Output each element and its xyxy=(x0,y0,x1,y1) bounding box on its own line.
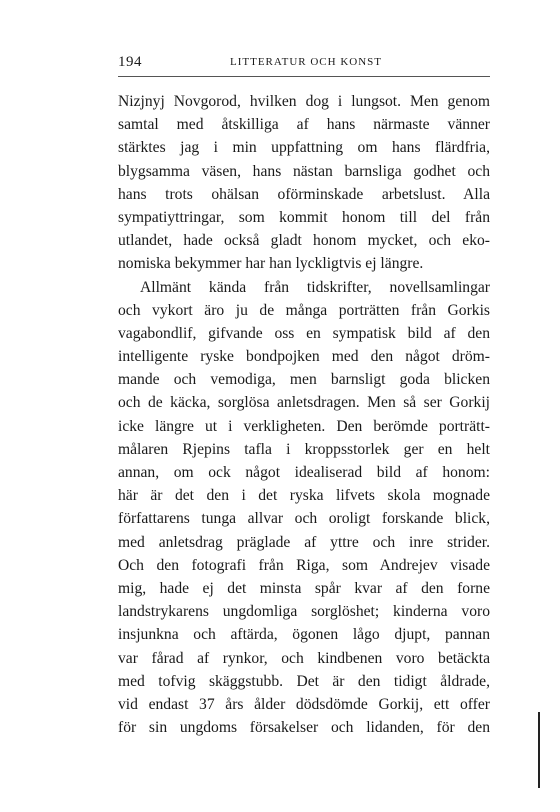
text-line: nomiska bekymmer har han lyckligtvis ej längre. xyxy=(118,255,424,273)
text-line: mande och vemodiga, men barnsligt goda blicken xyxy=(118,371,490,389)
text-line: landstrykarens ungdomliga sorglöshet; kinderna voro xyxy=(118,603,490,621)
text-line: Nizjnyj Novgorod, hvilken dog i lungsot. Men genom xyxy=(118,93,490,110)
text-line: var fårad af rynkor, och kindbenen voro betäckta xyxy=(118,649,490,667)
text-line: och vykort äro ju de många porträtten från Gorkis xyxy=(118,301,490,319)
text-line: med anletsdrag präglade af yttre och inre strider. xyxy=(118,533,490,551)
text-line: vagabondlif, gifvande oss en sympatisk bild af den xyxy=(118,324,490,342)
text-line: Och den fotografi från Riga, som Andrejev visade xyxy=(118,556,490,574)
text-line: med tofvig skäggstubb. Det är den tidigt åldrade, xyxy=(118,672,490,690)
text-line: och de käcka, sorglösa anletsdragen. Men så ser Gorkij xyxy=(118,394,490,412)
text-line: sympatiyttringar, som kommit honom till del från xyxy=(118,208,490,226)
page-header xyxy=(118,54,490,76)
body-text xyxy=(118,90,490,739)
text-line: utlandet, hade också gladt honom mycket, och eko- xyxy=(118,232,490,250)
text-line: vid endast 37 års ålder dödsdömde Gorkij, ett offer xyxy=(118,695,490,713)
text-line: hans trots ohälsan oförminskade arbetslust. Alla xyxy=(118,185,490,203)
running-head: LITTERATUR OCH KONST xyxy=(230,56,382,68)
text-line: icke längre ut i verkligheten. Den berömde porträtt- xyxy=(118,417,490,435)
text-line: Allmänt kända från tidskrifter, novellsamlingar xyxy=(140,278,490,296)
header-rule xyxy=(118,76,490,77)
text-line: för sin ungdoms försakelser och lidanden, för den xyxy=(118,719,490,737)
margin-mark xyxy=(538,712,540,788)
text-line: blygsamma väsen, hans nästan barnsliga godhet och xyxy=(118,162,490,180)
text-line: målaren Rjepins tafla i kroppsstorlek ger en helt xyxy=(118,440,490,458)
text-line: stärktes jag i min uppfattning om hans flärdfria, xyxy=(118,139,490,157)
text-line: mig, hade ej det minsta spår kvar af den forne xyxy=(118,579,490,597)
page-number: 194 xyxy=(118,54,142,70)
text-line: här är det den i det ryska lifvets skola mognade xyxy=(118,487,490,505)
paragraph xyxy=(118,90,490,276)
text-line: samtal med åtskilliga af hans närmaste vänner xyxy=(118,116,490,134)
text-line: intelligente ryske bondpojken med den något dröm- xyxy=(118,348,490,366)
paragraph xyxy=(118,276,490,740)
text-line: författarens tunga allvar och oroligt forskande blick, xyxy=(118,510,490,528)
text-line: insjunkna och aftärda, ögonen lågo djupt, pannan xyxy=(118,626,490,644)
text-line: annan, om ock något idealiserad bild af honom: xyxy=(118,464,490,481)
